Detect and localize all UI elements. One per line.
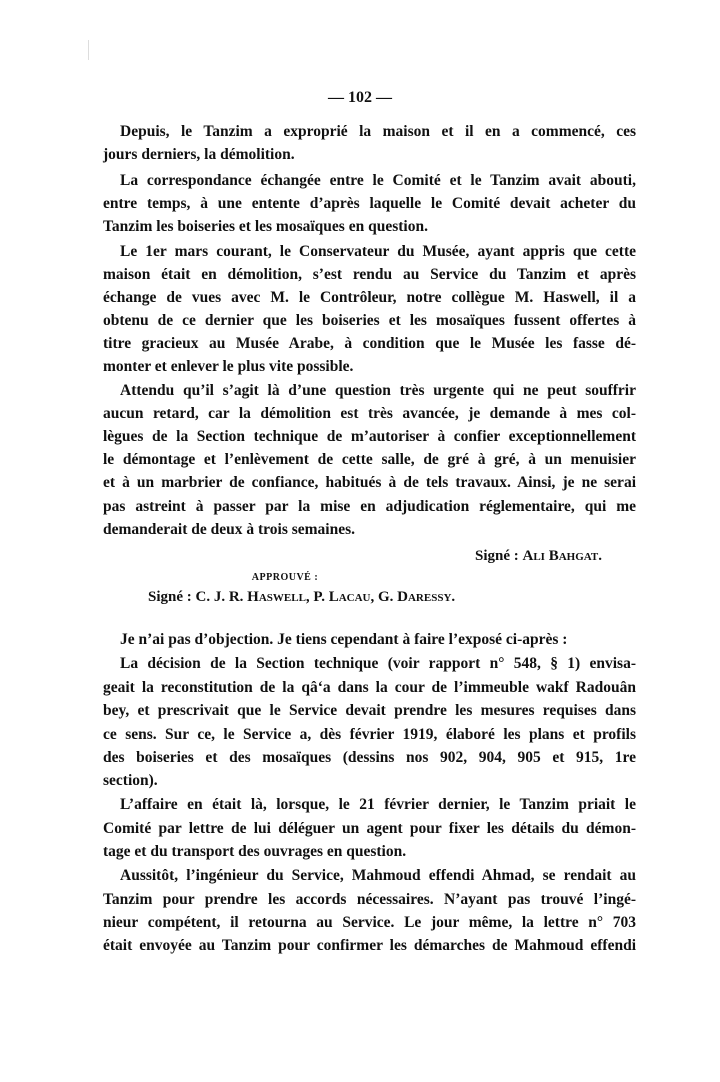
text-line: des boiseries et des mosaïques (dessins nos 902, 904, 905 et 915, 1re <box>103 749 636 766</box>
text-line: lègues de la Section technique de m’autoriser à confier exceptionnellement <box>103 428 636 445</box>
text-line: et à un marbrier de confiance, habitués à de tels travaux. Ainsi, je ne serai <box>103 474 636 491</box>
page-number: — 102 — <box>328 89 392 106</box>
text-line: était envoyée au Tanzim pour confirmer les démarches de Mahmoud effendi <box>103 937 636 954</box>
text-line: La décision de la Section technique (voir rapport n° 548, § 1) envisa- <box>120 655 636 672</box>
text-line: Comité par lettre de lui déléguer un agent pour fixer les détails du démon- <box>103 820 636 837</box>
text-line: geait la reconstitution de la qâ‘a dans la cour de l’immeuble wakf Radouân <box>103 679 636 696</box>
signature-approvers <box>148 589 455 606</box>
signatory-name: Ali Bahgat. <box>522 548 602 564</box>
text-line: le démontage et l’enlèvement de cette salle, de gré à gré, à un menuisier <box>103 451 636 468</box>
text-line: bey, et prescrivait que le Service devait prendre les mesures requises dans <box>103 702 636 719</box>
text-line: jours derniers, la démolition. <box>103 146 295 163</box>
text-line: tage et du transport des ouvrages en question. <box>103 843 407 860</box>
text-line: ce sens. Sur ce, le Service a, dès février 1919, élaboré les plans et profils <box>103 726 636 743</box>
text-line: Je n’ai pas d’objection. Je tiens cependant à faire l’exposé ci-après : <box>120 631 568 648</box>
signature-ali-bahgat <box>475 548 602 565</box>
text-line: Tanzim pour prendre les accords nécessaires. N’ayant pas trouvé l’ingé- <box>103 891 636 908</box>
approved-label: APPROUVÉ : <box>251 572 319 583</box>
text-line: maison était en démolition, s’est rendu au Service du Tanzim et après <box>103 266 636 283</box>
text-line: pas astreint à passer par la mise en adjudication réglementaire, qui me <box>103 498 636 515</box>
text-line: Aussitôt, l’ingénieur du Service, Mahmoud effendi Ahmad, se rendait au <box>120 867 636 884</box>
text-line: Depuis, le Tanzim a exproprié la maison et il en a commencé, ces <box>120 123 636 140</box>
text-line: Attendu qu’il s’agit là d’une question très urgente qui ne peut souffrir <box>120 382 636 399</box>
signature-prefix: Signé : <box>148 589 196 605</box>
text-line: entre temps, à une entente d’après laquelle le Comité devait acheter du <box>103 195 636 212</box>
text-line: demanderait de deux à trois semaines. <box>103 521 356 538</box>
text-line: section). <box>103 772 158 789</box>
text-line: nieur compétent, il retourna au Service. Le jour même, la lettre n° 703 <box>103 914 636 931</box>
text-line: Le 1er mars courant, le Conservateur du Musée, ayant appris que cette <box>120 243 636 260</box>
text-line: titre gracieux au Musée Arabe, à condition que le Musée les fasse dé- <box>103 335 636 352</box>
signature-prefix: Signé : <box>475 548 523 564</box>
text-line: La correspondance échangée entre le Comité et le Tanzim avait abouti, <box>120 172 636 189</box>
text-line: aucun retard, car la démolition est très avancée, je demande à mes col- <box>103 405 636 422</box>
text-line: échange de vues avec M. le Contrôleur, notre collègue M. Haswell, il a <box>103 289 636 306</box>
scan-mark <box>88 40 89 60</box>
text-line: monter et enlever le plus vite possible. <box>103 358 354 375</box>
text-line: L’affaire en était là, lorsque, le 21 février dernier, le Tanzim priait le <box>120 796 636 813</box>
text-line: obtenu de ce dernier que les boiseries et les mosaïques fussent offertes à <box>103 312 636 329</box>
text-line: Tanzim les boiseries et les mosaïques en question. <box>103 218 428 235</box>
approver-names: C. J. R. Haswell, P. Lacau, G. Daressy. <box>195 589 456 605</box>
